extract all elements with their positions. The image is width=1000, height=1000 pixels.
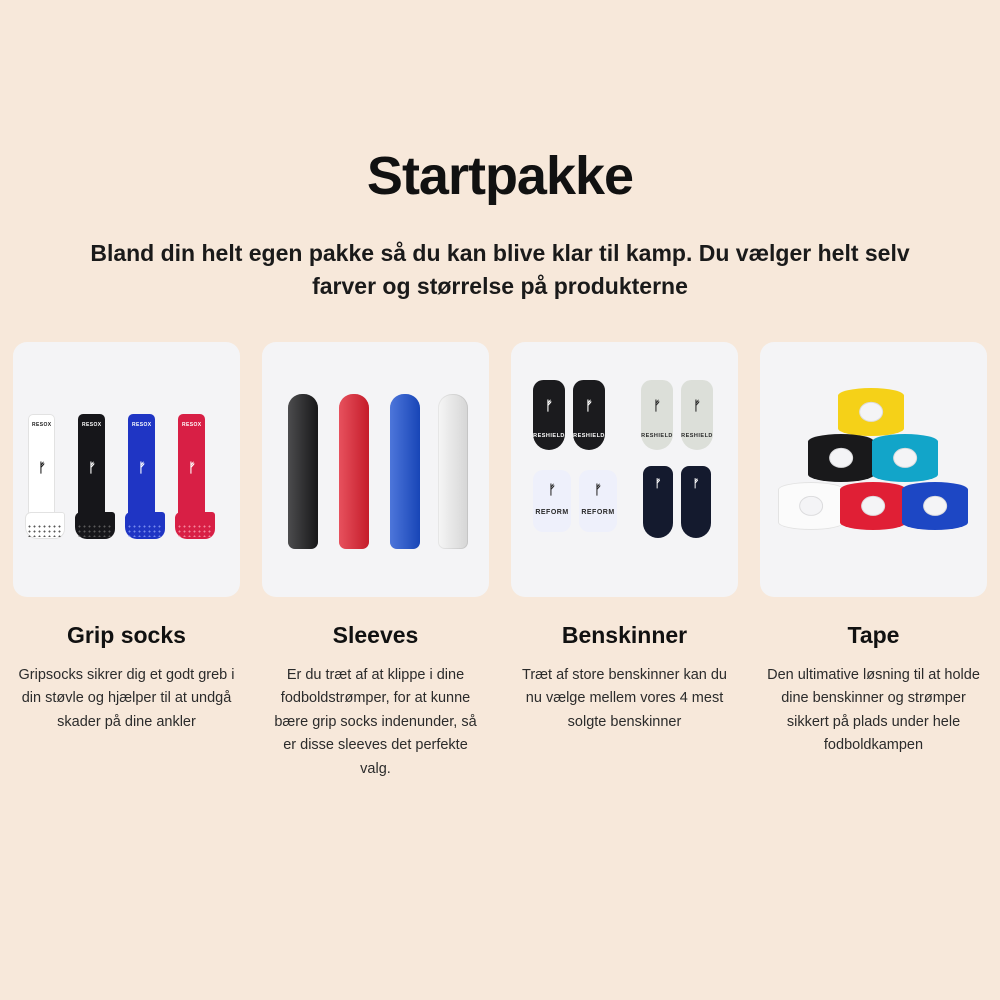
- navy-guard: [643, 466, 673, 538]
- tape-core-hole: [799, 496, 823, 516]
- resox-logo-icon: ᚠ: [585, 397, 593, 413]
- card-description-tape: Den ultimative løsning til at holde dine benskinner og strømper sikkert på plads under hele fodboldkampen: [767, 666, 980, 754]
- grey-guard: [641, 380, 673, 450]
- sock-brand-label: RESOX: [32, 421, 52, 428]
- guard-brand-label: RESHIELD: [641, 432, 673, 439]
- black-sleeve: [288, 394, 318, 549]
- red-sleeve: [339, 394, 369, 549]
- grey-guard: [681, 380, 713, 450]
- startpakke-page: [0, 145, 1000, 1000]
- tape-core-hole: [893, 448, 917, 468]
- tape-core-hole: [829, 448, 853, 468]
- resox-logo-icon: ᚠ: [692, 477, 700, 490]
- black-guard: [573, 380, 605, 450]
- product-card-list: [0, 342, 1000, 781]
- resox-logo-icon: ᚠ: [38, 460, 46, 476]
- resox-logo-icon: ᚠ: [654, 477, 662, 490]
- card-title-sleeves: Sleeves: [332, 621, 419, 648]
- black-guard: [533, 380, 565, 450]
- blue-sleeve: [390, 394, 420, 549]
- navy-guard: [681, 466, 711, 538]
- resox-logo-icon: ᚠ: [88, 460, 96, 476]
- resox-logo-icon: ᚠ: [188, 460, 196, 476]
- guard-brand-label: RESHIELD: [681, 432, 713, 439]
- grip-dots-icon: [27, 524, 61, 537]
- resox-logo-icon: ᚠ: [548, 481, 556, 497]
- white-guard: [579, 470, 617, 532]
- sleeves-image[interactable]: [262, 342, 489, 597]
- page-title: Startpakke: [366, 146, 634, 206]
- yellow-tape: [838, 388, 904, 436]
- sock-brand-label: RESOX: [132, 421, 152, 428]
- blue-tape: [902, 482, 968, 530]
- guard-brand-label: RESHIELD: [573, 432, 605, 439]
- grip-dots-icon: [177, 524, 211, 537]
- resox-logo-icon: ᚠ: [138, 460, 146, 476]
- product-card-grip-socks[interactable]: [13, 342, 240, 781]
- card-title-tape: Tape: [847, 621, 900, 648]
- card-title-benskinner: Benskinner: [561, 621, 688, 648]
- resox-logo-icon: ᚠ: [594, 481, 602, 497]
- white-tape: [778, 482, 844, 530]
- white-sleeve: [438, 394, 468, 549]
- sock-brand-label: RESOX: [182, 421, 202, 428]
- card-description-benskinner: Træt af store benskinner kan du nu vælge mellem vores 4 mest solgte benskinner: [522, 666, 727, 730]
- product-card-sleeves[interactable]: [262, 342, 489, 781]
- blue-sock: [125, 414, 158, 541]
- tape-core-hole: [923, 496, 947, 516]
- red-tape: [840, 482, 906, 530]
- resox-logo-icon: ᚠ: [693, 397, 701, 413]
- tape-rolls-image[interactable]: [760, 342, 987, 597]
- page-subtitle: Bland din helt egen pakke så du kan blive klar til kamp. Du vælger helt selv farver og størrelse på produkterne: [90, 240, 910, 300]
- grip-dots-icon: [77, 524, 111, 537]
- card-description-grip-socks: Gripsocks sikrer dig et godt greb i din støvle og hjælper til at undgå skader på dine ankler: [18, 666, 235, 730]
- grip-dots-icon: [127, 524, 161, 537]
- red-sock: [175, 414, 208, 541]
- black-tape: [808, 434, 874, 482]
- product-card-benskinner[interactable]: [511, 342, 738, 781]
- cyan-tape: [872, 434, 938, 482]
- sock-brand-label: RESOX: [82, 421, 102, 428]
- tape-core-hole: [861, 496, 885, 516]
- guard-brand-label: REFORM: [535, 508, 569, 516]
- resox-logo-icon: ᚠ: [545, 397, 553, 413]
- grip-socks-image[interactable]: [13, 342, 240, 597]
- guard-brand-label: REFORM: [581, 508, 615, 516]
- resox-logo-icon: ᚠ: [653, 397, 661, 413]
- white-guard: [533, 470, 571, 532]
- white-sock: [25, 414, 58, 541]
- card-description-sleeves: Er du træt af at klippe i dine fodboldstrømper, for at kunne bære grip socks indenunder, så er disse sleeves det perfekte valg.: [274, 666, 477, 777]
- guard-brand-label: RESHIELD: [533, 432, 565, 439]
- tape-core-hole: [859, 402, 883, 422]
- black-sock: [75, 414, 108, 541]
- card-title-grip-socks: Grip socks: [67, 621, 186, 648]
- product-card-tape[interactable]: [760, 342, 987, 781]
- shin-guards-image[interactable]: [511, 342, 738, 597]
